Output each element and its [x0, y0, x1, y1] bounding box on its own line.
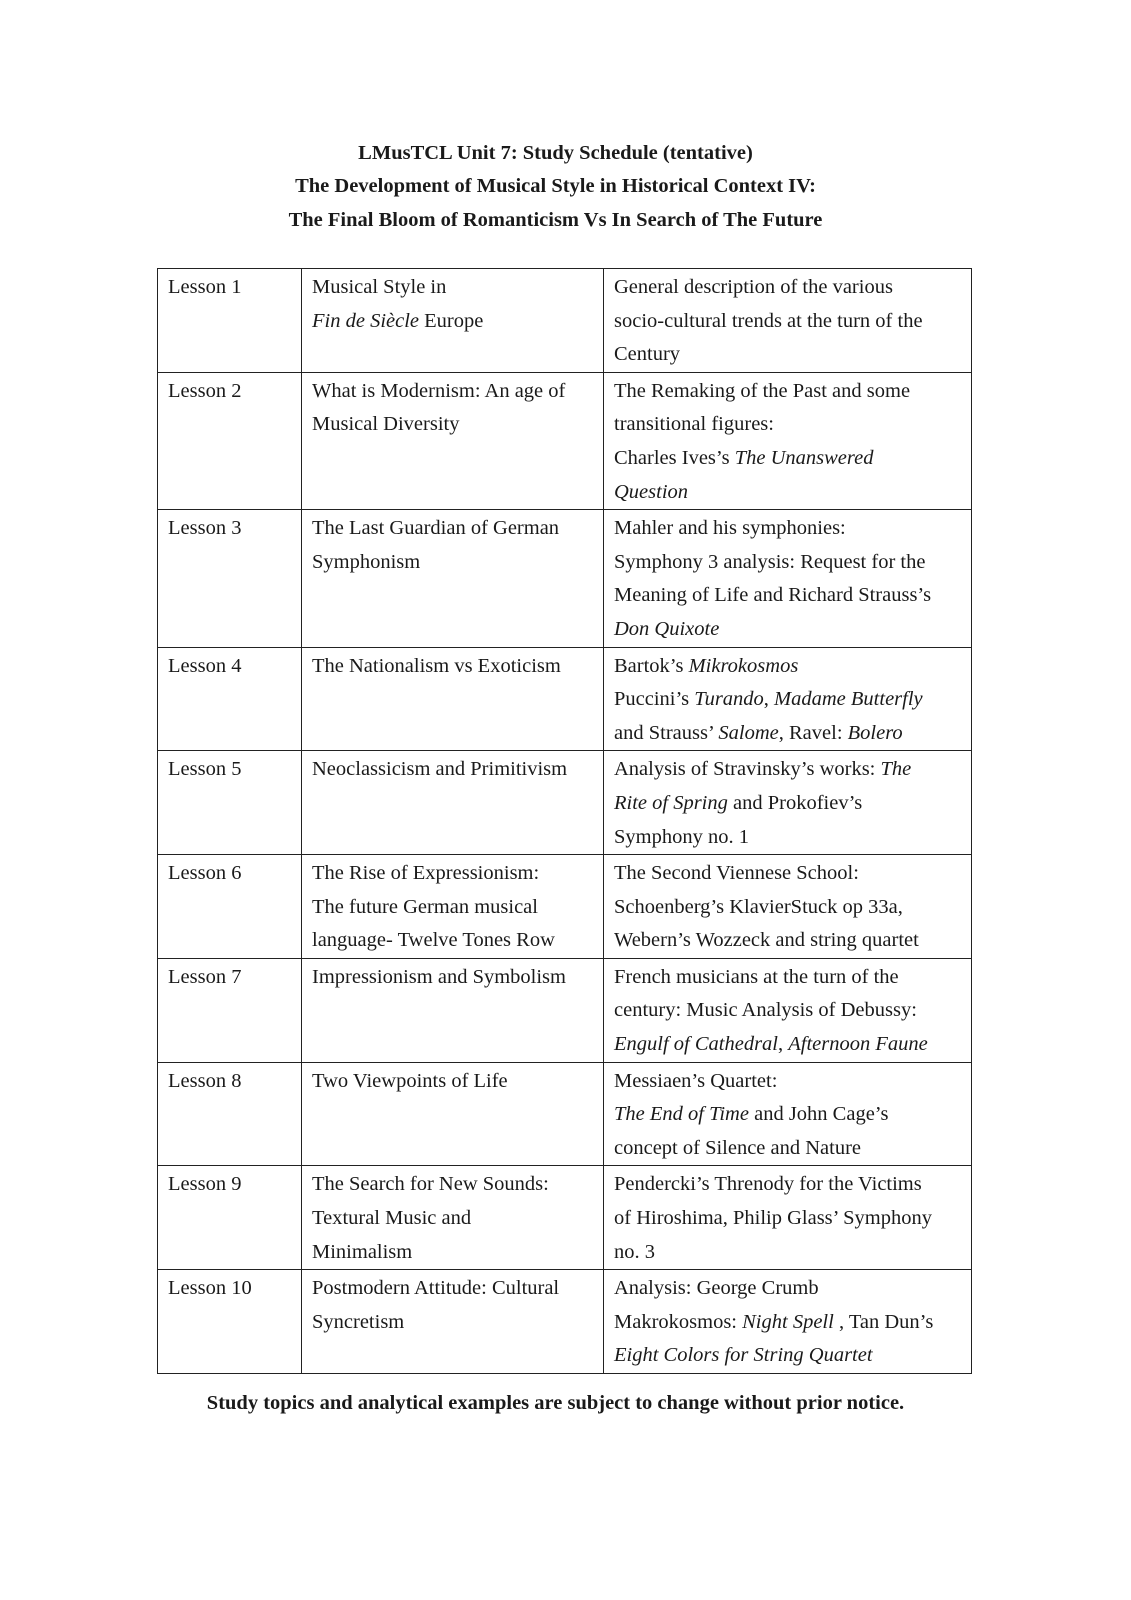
italic-title-text: Eight Colors for String Quartet — [614, 1344, 873, 1367]
cell-text: of Hiroshima, Philip Glass’ Symphony — [614, 1207, 932, 1230]
cell-text: Bartok’s — [614, 654, 689, 677]
cell-line — [614, 1306, 961, 1340]
cell-text: language- Twelve Tones Row — [312, 929, 555, 952]
cell-line — [614, 305, 961, 339]
cell-line — [312, 753, 593, 787]
content-cell — [604, 1270, 972, 1374]
cell-text: Makrokosmos: — [614, 1310, 743, 1333]
cell-text: The future German musical — [312, 895, 538, 918]
cell-line — [614, 338, 961, 372]
cell-text: Mahler and his symphonies: — [614, 517, 846, 540]
cell-text: General description of the various — [614, 276, 893, 298]
cell-text: Symphonism — [312, 550, 421, 573]
cell-line — [312, 1065, 593, 1099]
lesson-number-cell: Lesson 6 — [158, 855, 302, 959]
cell-line — [614, 1272, 961, 1306]
italic-title-text: Fin de Siècle — [312, 309, 420, 332]
lesson-number-cell: Lesson 8 — [158, 1062, 302, 1166]
cell-text: Minimalism — [312, 1240, 413, 1263]
content-cell — [604, 647, 972, 751]
cell-line — [614, 650, 961, 684]
cell-text: socio-cultural trends at the turn of the — [614, 309, 923, 332]
cell-text: concept of Silence and Nature — [614, 1136, 862, 1159]
cell-text: century: Music Analysis of Debussy: — [614, 999, 917, 1022]
content-cell — [604, 372, 972, 509]
topic-cell — [302, 958, 604, 1062]
italic-title-text: The Unanswered — [734, 446, 874, 469]
topic-cell — [302, 372, 604, 509]
content-cell — [604, 1062, 972, 1166]
table-row — [158, 1270, 972, 1374]
cell-text: Symphony no. 1 — [614, 825, 749, 848]
lesson-number-cell: Lesson 10 — [158, 1270, 302, 1374]
disclaimer-note: Study topics and analytical examples are subject to change without prior notice. — [206, 1392, 905, 1414]
italic-title-text: Afternoon Faune — [788, 1033, 928, 1056]
cell-line — [614, 442, 961, 476]
cell-text: The Rise of Expressionism: — [312, 862, 540, 885]
cell-line — [312, 271, 593, 305]
cell-line — [312, 891, 593, 925]
cell-text: Analysis: George Crumb — [614, 1277, 819, 1300]
cell-text: Messiaen’s Quartet: — [614, 1069, 778, 1092]
table-row — [158, 855, 972, 959]
cell-line — [614, 1339, 961, 1373]
cell-text: The Remaking of the Past and some — [614, 379, 911, 402]
cell-text: Pendercki’s Threnody for the Victims — [614, 1173, 922, 1196]
cell-line — [312, 857, 593, 891]
cell-line — [614, 1065, 961, 1099]
cell-line — [614, 924, 961, 958]
cell-line — [614, 512, 961, 546]
cell-line — [312, 961, 593, 995]
topic-cell — [302, 751, 604, 855]
title-line-2: The Development of Musical Style in Historical Context IV: — [295, 175, 816, 198]
lesson-number-cell: Lesson 4 — [158, 647, 302, 751]
cell-line — [614, 579, 961, 613]
cell-text: Musical Style in — [312, 276, 447, 298]
cell-line — [312, 1272, 593, 1306]
cell-text: , — [763, 688, 775, 711]
italic-title-text: The — [880, 758, 912, 781]
cell-text: Puccini’s — [614, 688, 695, 711]
cell-line — [312, 1236, 593, 1270]
cell-text: Textural Music and — [312, 1207, 472, 1230]
cell-text: Schoenberg’s KlavierStuck op 33a, — [614, 895, 903, 918]
topic-cell — [302, 1166, 604, 1270]
title-line-1: LMusTCL Unit 7: Study Schedule (tentative) — [358, 142, 753, 164]
lesson-number-cell: Lesson 3 — [158, 510, 302, 647]
content-cell — [604, 269, 972, 373]
topic-cell — [302, 647, 604, 751]
lesson-number-cell: Lesson 1 — [158, 269, 302, 373]
content-cell — [604, 1166, 972, 1270]
table-row — [158, 372, 972, 509]
cell-line — [312, 1202, 593, 1236]
content-cell — [604, 958, 972, 1062]
title-line-3: The Final Bloom of Romanticism Vs In Search of The Future — [288, 208, 823, 231]
table-row — [158, 510, 972, 647]
cell-text: Symphony 3 analysis: Request for the — [614, 550, 926, 573]
cell-text: Two Viewpoints of Life — [312, 1069, 508, 1092]
cell-text: The Search for New Sounds: — [312, 1173, 549, 1196]
cell-line — [614, 1202, 961, 1236]
cell-line — [614, 1028, 961, 1062]
cell-line — [312, 408, 593, 442]
cell-text: , Ravel: — [778, 721, 848, 744]
cell-text: Century — [614, 343, 681, 366]
cell-line — [614, 375, 961, 409]
cell-text: What is Modernism: An age of — [312, 379, 566, 402]
cell-text: Europe — [419, 309, 484, 332]
cell-line — [614, 613, 961, 647]
document-title — [0, 137, 1111, 237]
cell-line — [614, 476, 961, 510]
cell-line — [614, 787, 961, 821]
italic-title-text: Night Spell — [742, 1310, 834, 1333]
cell-text: , — [778, 1033, 789, 1056]
cell-line — [312, 305, 593, 339]
content-cell — [604, 855, 972, 959]
lesson-number-cell: Lesson 2 — [158, 372, 302, 509]
cell-line — [614, 271, 961, 305]
table-row — [158, 1062, 972, 1166]
cell-text: transitional figures: — [614, 413, 774, 436]
cell-line — [312, 924, 593, 958]
cell-text: Meaning of Life and Richard Strauss’s — [614, 584, 932, 607]
cell-line — [614, 1236, 961, 1270]
cell-text: Impressionism and Symbolism — [312, 965, 566, 988]
cell-line — [614, 1132, 961, 1166]
lesson-number-cell: Lesson 7 — [158, 958, 302, 1062]
table-row — [158, 751, 972, 855]
cell-line — [614, 1168, 961, 1202]
cell-line — [312, 512, 593, 546]
cell-text: Webern’s Wozzeck and string quartet — [614, 929, 919, 952]
topic-cell — [302, 1270, 604, 1374]
italic-title-text: Bolero — [847, 721, 903, 744]
italic-title-text: Madame Butterfly — [774, 688, 923, 711]
cell-line — [312, 1168, 593, 1202]
cell-text: Syncretism — [312, 1310, 405, 1333]
cell-line — [614, 546, 961, 580]
cell-text: Musical Diversity — [312, 413, 460, 436]
cell-text: Neoclassicism and Primitivism — [312, 758, 568, 781]
italic-title-text: Don Quixote — [614, 617, 720, 640]
italic-title-text: The End of Time — [614, 1103, 749, 1126]
italic-title-text: Question — [614, 480, 689, 503]
content-cell — [604, 751, 972, 855]
table-row — [158, 269, 972, 373]
table-row — [158, 958, 972, 1062]
table-row — [158, 1166, 972, 1270]
cell-text: The Last Guardian of German — [312, 517, 560, 540]
cell-line — [614, 717, 961, 751]
cell-text: Postmodern Attitude: Cultural — [312, 1277, 560, 1300]
italic-title-text: Engulf of Cathedral — [614, 1033, 778, 1056]
cell-text: no. 3 — [614, 1240, 655, 1263]
cell-line — [614, 994, 961, 1028]
cell-text: and Strauss’ — [614, 721, 719, 744]
cell-text: , Tan Dun’s — [833, 1310, 934, 1333]
cell-line — [614, 408, 961, 442]
study-schedule-table — [157, 268, 972, 1374]
cell-line — [614, 857, 961, 891]
topic-cell — [302, 510, 604, 647]
cell-line — [312, 650, 593, 684]
cell-line — [614, 1098, 961, 1132]
topic-cell — [302, 855, 604, 959]
italic-title-text: Turando — [694, 688, 764, 711]
cell-text: The Nationalism vs Exoticism — [312, 654, 561, 677]
lesson-number-cell: Lesson 9 — [158, 1166, 302, 1270]
italic-title-text: Rite of Spring — [614, 791, 728, 814]
cell-line — [614, 683, 961, 717]
cell-text: and Prokofiev’s — [727, 791, 863, 814]
cell-line — [614, 753, 961, 787]
italic-title-text: Mikrokosmos — [688, 654, 799, 677]
cell-text: Charles Ives’s — [614, 446, 735, 469]
cell-line — [312, 1306, 593, 1340]
cell-line — [614, 961, 961, 995]
lesson-number-cell: Lesson 5 — [158, 751, 302, 855]
cell-line — [614, 891, 961, 925]
cell-text: Analysis of Stravinsky’s works: — [614, 758, 881, 781]
cell-line — [614, 821, 961, 855]
topic-cell — [302, 269, 604, 373]
cell-line — [312, 375, 593, 409]
italic-title-text: Salome — [718, 721, 779, 744]
cell-text: and John Cage’s — [748, 1103, 889, 1126]
cell-text: French musicians at the turn of the — [614, 965, 899, 988]
topic-cell — [302, 1062, 604, 1166]
cell-text: The Second Viennese School: — [614, 862, 859, 885]
content-cell — [604, 510, 972, 647]
table-row — [158, 647, 972, 751]
cell-line — [312, 546, 593, 580]
